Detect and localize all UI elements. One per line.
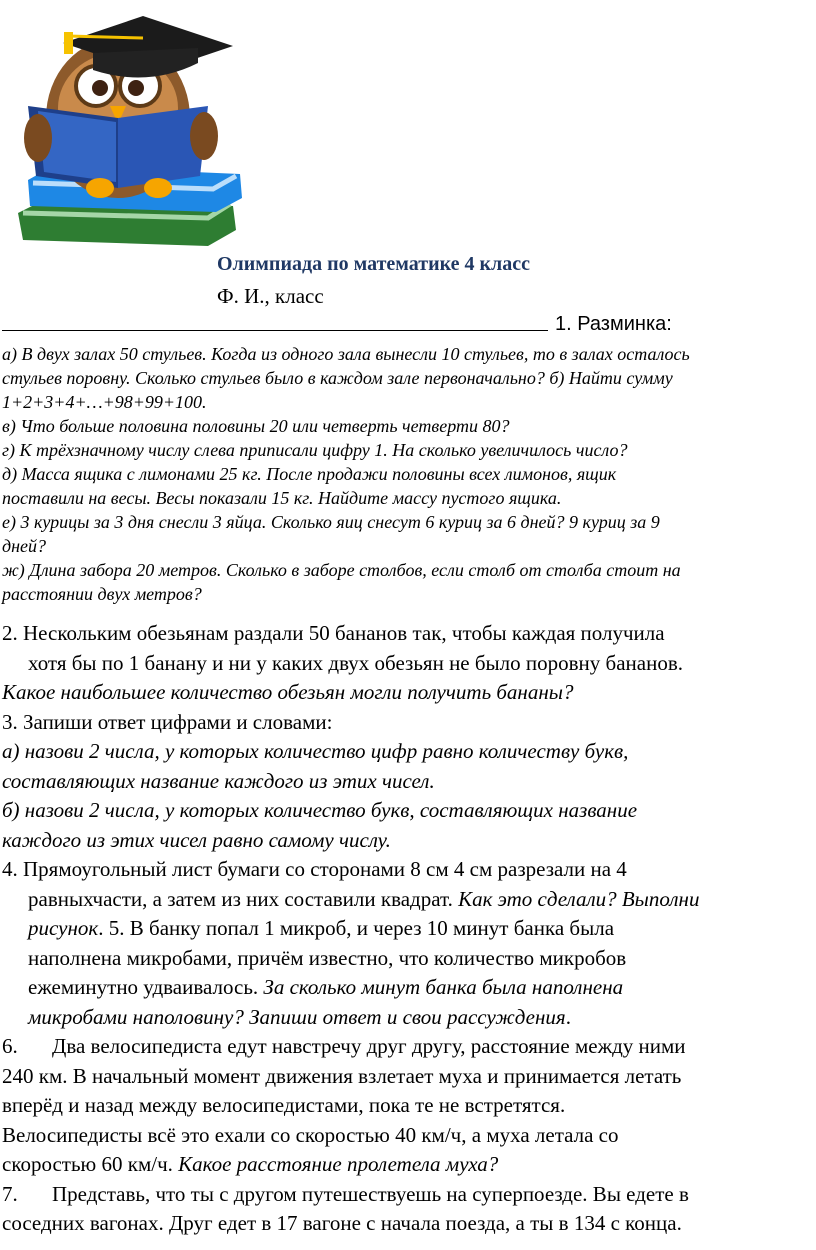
warmup-g: г) К трёхзначному числу слева приписали цифру 1. На сколько увеличилось число? (2, 440, 628, 460)
task7-line2: соседних вагонах. Друг едет в 17 вагоне с начала поезда, а ты в 134 с конца. (2, 1211, 682, 1235)
task2-question: Какое наибольшее количество обезьян могли получить бананы? (2, 680, 574, 704)
task6-line1 (2, 1032, 814, 1062)
task3-intro: 3. Запиши ответ цифрами и словами: (2, 709, 333, 734)
task3-b-line2: каждого из этих чисел равно самому числу. (2, 827, 391, 852)
name-underline (2, 330, 548, 331)
warmup-v: в) Что больше половина половины 20 или четверть четверти 80? (2, 416, 510, 436)
warmup-zh-line2: расстоянии двух метров? (2, 584, 202, 604)
task5-line5-text: ежеминутно удваивалось. (28, 975, 264, 999)
tasks-section (2, 619, 814, 1239)
warmup-e-line2: дней? (2, 536, 47, 556)
warmup-zh-line1: ж) Длина забора 20 метров. Сколько в заборе столбов, если столб от столба стоит на (2, 560, 681, 580)
page-title: Олимпиада по математике 4 класс (217, 253, 530, 275)
warmup-a-line2: стульев поровну. Сколько стульев было в каждом зале первоначально? б) Найти сумму (2, 368, 673, 388)
task4-line3-text: . 5. В банку попал 1 микроб, и через 10 минут банка была (98, 916, 615, 940)
task7-line1-text: Представь, что ты с другом путешествуешь на суперпоезде. Вы едете в (52, 1181, 689, 1206)
warmup-heading: 1. Разминка: (555, 313, 672, 335)
task4-line2-text: равныхчасти, а затем из них составили квадрат. (28, 886, 459, 911)
owl-with-book-logo (8, 8, 248, 248)
task6-line5 (2, 1150, 814, 1180)
task2-line1: 2. Нескольким обезьянам раздали 50 бананов так, чтобы каждая получила (2, 621, 665, 645)
task6-line1-text: Два велосипедиста едут навстречу друг другу, расстояние между ними (52, 1034, 686, 1058)
task4-line2-question: Как это сделали? Выполни (458, 886, 700, 911)
task5-line6-end: . (565, 1004, 571, 1029)
task6-line2: 240 км. В начальный момент движения взлетает муха и принимается летать (2, 1063, 682, 1088)
task4-line2 (2, 885, 814, 915)
warmup-e-line1: е) 3 курицы за 3 дня снесли 3 яйца. Сколько яиц снесут 6 куриц за 6 дней? 9 куриц за 9 (2, 512, 660, 532)
task6-question: Какое расстояние пролетела муха? (178, 1152, 499, 1176)
warmup-b: 1+2+3+4+…+98+99+100. (2, 392, 207, 412)
task3-a-line1: а) назови 2 числа, у которых количество цифр равно количеству букв, (2, 739, 629, 763)
task5-line6 (2, 1003, 814, 1033)
task5-line5 (2, 973, 814, 1003)
task5-line6-question: микробами наполовину? Запиши ответ и свои рассуждения (28, 1004, 566, 1029)
task3-a-line2: составляющих название каждого из этих чисел. (2, 768, 435, 793)
task7-number: 7. (2, 1181, 18, 1206)
task6-number: 6. (2, 1034, 18, 1058)
task5-line4: наполнена микробами, причём известно, что количество микробов (28, 945, 627, 970)
task5-line5-question: За сколько минут банка была наполнена (263, 975, 624, 999)
task6-line3: вперёд и назад между велосипедистами, пока те не встретятся. (2, 1093, 566, 1117)
task2-line2: хотя бы по 1 банану и ни у каких двух обезьян не было поровну бананов. (28, 650, 684, 675)
task6-line4: Велосипедисты всё это ехали со скоростью 40 км/ч, а муха летала со (2, 1122, 619, 1147)
warmup-d-line1: д) Масса ящика с лимонами 25 кг. После продажи половины всех лимонов, ящик (2, 464, 617, 484)
name-class-label: Ф. И., класс (217, 284, 324, 308)
task4-line3 (2, 914, 814, 944)
warmup-d-line2: поставили на весы. Весы показали 15 кг. Найдите массу пустого ящика. (2, 488, 562, 508)
task6-line5-text: скоростью 60 км/ч. (2, 1152, 179, 1176)
task4-line1: 4. Прямоугольный лист бумаги со сторонами 8 см 4 см разрезали на 4 (2, 857, 627, 881)
open-book-icon (28, 106, 208, 188)
task7-line1 (2, 1180, 814, 1210)
task4-line3-question: рисунок (28, 916, 99, 940)
warmup-section (2, 342, 814, 606)
task3-b-line1: б) назови 2 числа, у которых количество букв, составляющих название (2, 798, 638, 822)
warmup-a-line1: а) В двух залах 50 стульев. Когда из одного зала вынесли 10 стульев, то в залах осталось (2, 344, 690, 364)
